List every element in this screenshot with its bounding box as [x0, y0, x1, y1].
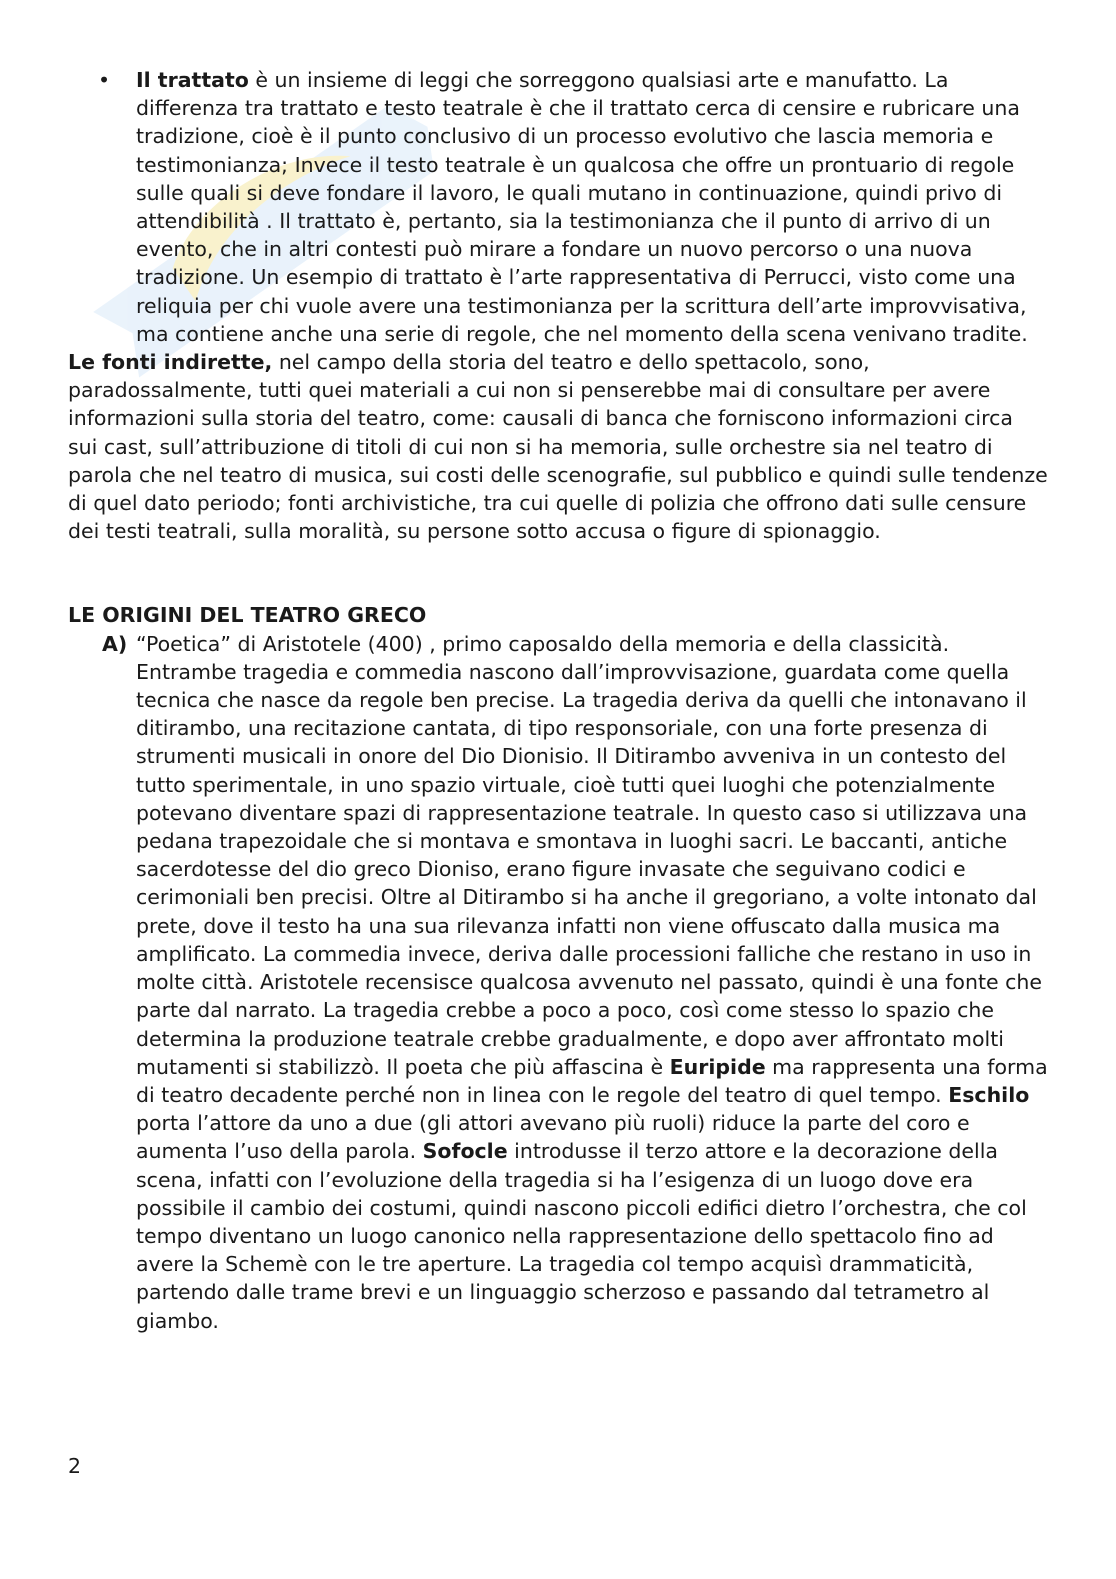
item-a-text-4: introdusse il terzo attore e la decorazione della scena, infatti con l’evoluzione della tragedia si ha l’esigenza di un luogo dove era possibile il cambio dei costumi, quindi nascono piccoli edifici dietro l’orchestra, che col tempo diventano un luogo canonico nella rappresentazione dello spettacolo fino ad avere la Schemè con le tre aperture. La tragedia col tempo acquisì drammaticità, partendo dalle trame brevi e un linguaggio scherzoso e passando dal tetrametro al giambo.: [136, 1139, 1027, 1333]
sofocle-bold: Sofocle: [422, 1139, 508, 1164]
list-item-a: [68, 630, 1048, 1335]
item-a-label: A): [102, 631, 128, 656]
item-a-text-3: porta l’attore da uno a due (gli attori avevano più ruoli) riduce la parte del coro e aumenta l’uso della parola.: [136, 1111, 970, 1164]
page-number: 2: [68, 1454, 82, 1478]
fonti-text: nel campo della storia del teatro e dello spettacolo, sono, paradossalmente, tutti quei materiali a cui non si penserebbe mai di consultare per avere informazioni sulla storia del teatro, come: causali di banca che forniscono informazioni circa sui cast, sull’attribuzione di titoli di cui non si ha memoria, sulle orchestre sia nel teatro di parola che nel teatro di musica, sui costi delle scenografie, sul pubblico e quindi sulle tendenze di quel dato periodo; fonti archivistiche, tra cui quelle di polizia che offrono dati sulle censure dei testi teatrali, sulla moralità, su persone sotto accusa o figure di spionaggio.: [68, 350, 1048, 544]
trattato-text: è un insieme di leggi che sorreggono qualsiasi arte e manufatto. La differenza tra trattato e testo teatrale è che il trattato cerca di censire e rubricare una tradizione, cioè è il punto conclusivo di un processo evolutivo che lascia memoria e testimonianza; Invece il testo teatrale è un qualcosa che offre un prontuario di regole sulle quali si deve fondare il lavoro, le quali mutano in continuazione, quindi privo di attendibilità . Il trattato è, pertanto, sia la testimonianza che il punto di arrivo di un evento, che in altri contesti può mirare a fondare un nuovo percorso o una nuova tradizione. Un esempio di trattato è l’arte rappresentativa di Perrucci, visto come una reliquia per chi vuole avere una testimonianza per la scrittura dell’arte improvvisativa, ma contiene anche una serie di regole, che nel momento della scena venivano tradite.: [136, 68, 1028, 346]
fonti-bold-lead: Le fonti indirette,: [68, 350, 273, 375]
item-a-text-2: ma rappresenta una forma di teatro decadente perché non in linea con le regole del teatro di quel tempo.: [136, 1054, 1048, 1107]
euripide-bold: Euripide: [669, 1054, 766, 1079]
trattato-bold-lead: Il trattato: [136, 68, 249, 92]
fonti-indirette-paragraph: [68, 348, 1048, 545]
bullet-item-trattato: [68, 66, 1048, 348]
document-page: [68, 66, 1048, 1335]
section-heading: LE ORIGINI DEL TEATRO GRECO: [68, 603, 427, 628]
eschilo-bold: Eschilo: [948, 1082, 1030, 1107]
item-a-text-1: “Poetica” di Aristotele (400) , primo caposaldo della memoria e della classicità. Entrambe tragedia e commedia nascono dall’improvvisazione, guardata come quella tecnica che nasce da regole ben precise. La tragedia deriva da quelli che intonavano il ditirambo, una recitazione cantata, di tipo responsoriale, con una forte presenza di strumenti musicali in onore del Dio Dionisio. Il Ditirambo avveniva in un contesto del tutto sperimentale, in uno spazio virtuale, cioè tutti quei luoghi che potenzialmente potevano diventare spazi di rappresentazione teatrale. In questo caso si utilizzava una pedana trapezoidale che si montava e smontava in luoghi sacri. Le baccanti, antiche sacerdotesse del dio greco Dioniso, erano figure invasate che seguivano codici e cerimoniali ben precisi. Oltre al Ditirambo si ha anche il gregoriano, a volte intonato dal prete, dove il testo ha una sua rilevanza infatti non viene offuscato dalla musica ma amplificato. La commedia invece, deriva dalle processioni falliche che restano in uso in molte città. Aristotele recensisce qualcosa avvenuto nel passato, quindi è una fonte che parte dal narrato. La tragedia crebbe a poco a poco, così come stesso lo spazio che determina la produzione teatrale crebbe gradualmente, e dopo aver affrontato molti mutamenti si stabilizzò. Il poeta che più affascina è: [136, 631, 1043, 1079]
trattato-paragraph: [136, 66, 1048, 348]
bullet-symbol: •: [98, 68, 111, 92]
